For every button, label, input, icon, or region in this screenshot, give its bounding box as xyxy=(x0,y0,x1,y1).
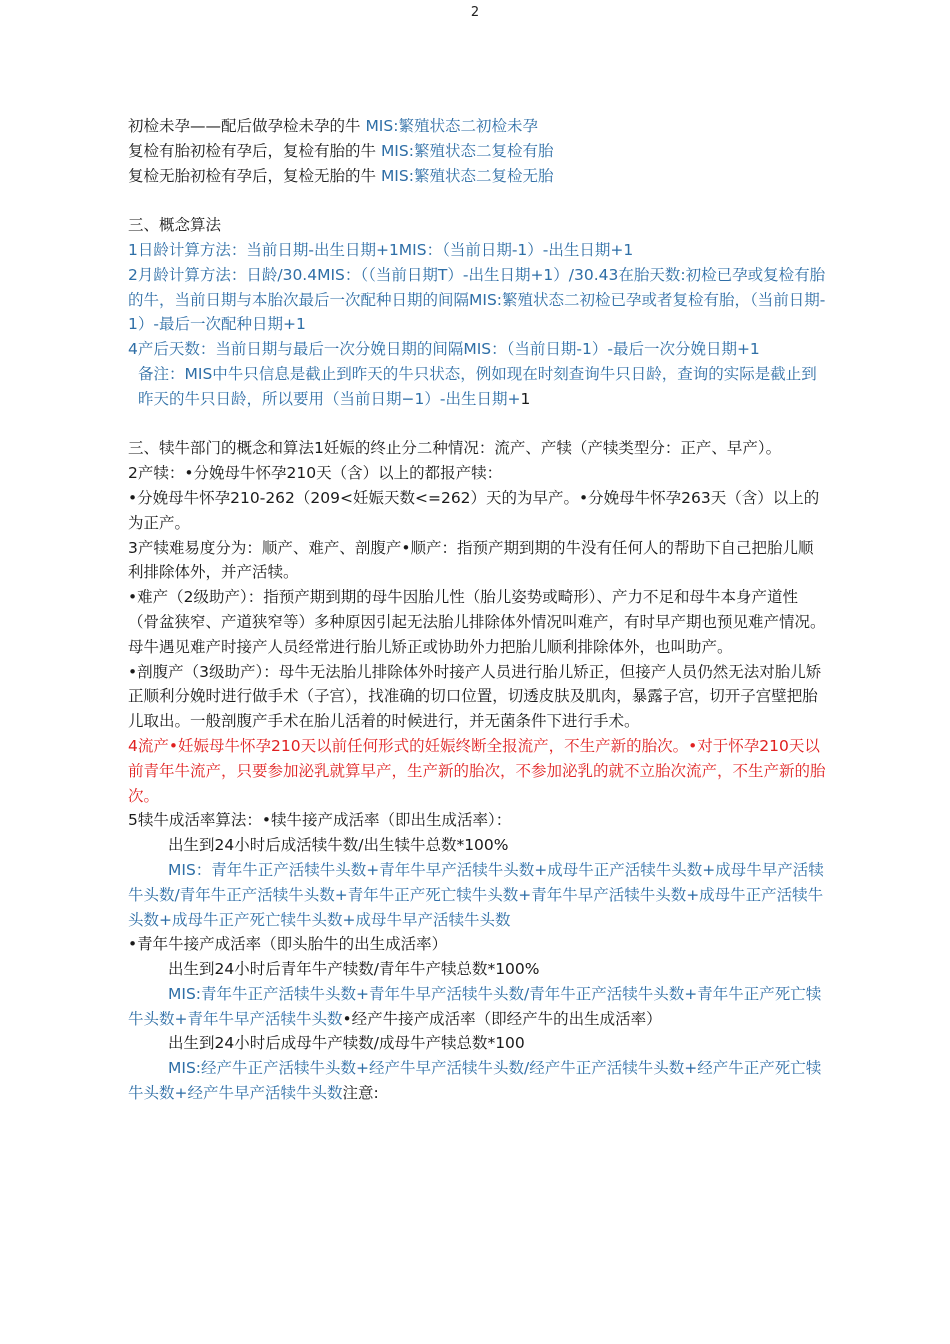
mis-overall-paragraph xyxy=(128,858,828,957)
definition-line xyxy=(128,164,828,189)
multiparous-rate-label: •经产牛接产成活率（即经产牛的出生成活率） xyxy=(342,1009,662,1028)
calving-paragraph: 2产犊：•分娩母牛怀孕210天（含）以上的都报产犊： xyxy=(128,464,503,483)
cesarean-paragraph: •剖腹产（3级助产）：母牛无法胎儿排除体外时接产人员进行胎儿矫正，但接产人员仍然无法对胎儿矫正顺利分娩时进行做手术（子宫），找准确的切口位置，切透皮肤及肌肉，暴露子宫，切开子宫壁把胎儿取出。一般剖腹产手术在胎儿活着的时候进行，并无菌条件下进行手术。 xyxy=(128,662,822,731)
abortion-paragraph: 4流产•妊娠母牛怀孕210天以前任何形式的妊娠终断全报流产，不生产新的胎次。•对于怀孕210天以前青年牛流产，只要参加泌乳就算早产，生产新的胎次，不参加泌乳的就不立胎次流产，不生产新的胎次。 xyxy=(128,736,826,805)
formula-multiparous: 出生到24小时后成母牛产犊数/成母牛产犊总数*100 xyxy=(168,1034,525,1053)
definition-text: 复检无胎初检有孕后，复检无胎的牛 xyxy=(128,166,381,185)
mis-overall-text: MIS：青年牛正产活犊牛头数+青年牛早产活犊牛头数+成母牛正产活犊牛头数+成母牛早产活犊牛头数/青年牛正产活犊牛头数+青年牛正产死亡犊牛头数+青年牛早产活犊牛头数+成母牛正产活犊牛头数+成母牛正产死亡犊牛头数+成母牛早产活犊牛头数 xyxy=(128,860,824,929)
definition-text: 初检未孕——配后做孕检未孕的牛 xyxy=(128,117,366,135)
month-age-paragraph: 2月龄计算方法：日龄/30.4MIS：（（当前日期T）-出生日期+1）/30.43在胎天数:初检已孕或复检有胎的牛，当前日期与本胎次最后一次配种日期的间隔MIS:繁殖状态二初检已孕或者复检有胎，（当前日期-1）-最后一次配种日期+1 xyxy=(128,265,826,334)
section-heading-concepts: 三、概念算法 xyxy=(128,216,222,235)
calving-difficulty-paragraph: 3产犊难易度分为：顺产、难产、剖腹产•顺产：指预产期到期的牛没有任何人的帮助下自己把胎儿顺利排除体外，并产活犊。 xyxy=(128,538,814,582)
dystocia-paragraph: •难产（2级助产）：指预产期到期的母牛因胎儿性（胎儿姿势或畸形）、产力不足和母牛本身产道性（骨盆狭窄、产道狭窄等）多种原因引起无法胎儿排除体外情况叫难产，有时早产期也预见难产情况。母牛遇见难产时接产人员经常进行胎儿矫正或协助外力把胎儿顺利排除体外，也叫助产。 xyxy=(128,588,826,656)
mis-heifer-paragraph xyxy=(128,982,828,1032)
note-tail: 1 xyxy=(520,389,531,408)
note-paragraph xyxy=(128,362,828,412)
mis-multiparous-text: MIS:经产牛正产活犊牛头数+经产牛早产活犊牛头数/经产牛正产活犊牛头数+经产牛正产死亡犊牛头数+经产牛早产活犊牛头数 xyxy=(128,1059,822,1103)
postpartum-days-paragraph: 4产后天数：当前日期与最后一次分娩日期的间隔MIS：（当前日期-1）-最后一次分娩日期+1 xyxy=(128,340,760,359)
mis-multiparous-paragraph xyxy=(128,1056,828,1106)
mis-text: MIS:繁殖状态二初检未孕 xyxy=(365,117,538,135)
mis-heifer-text: MIS:青年牛正产活犊牛头数+青年牛早产活犊牛头数/青年牛正产活犊牛头数+青年牛正产死亡犊牛头数+青年牛早产活犊牛头数 xyxy=(128,984,822,1028)
spacer xyxy=(128,412,828,437)
mis-text: MIS:繁殖状态二复检有胎 xyxy=(380,141,554,160)
document-body xyxy=(128,114,828,1106)
definition-line xyxy=(128,139,828,164)
definition-text: 复检有胎初检有孕后，复检有胎的牛 xyxy=(128,141,381,160)
day-age-paragraph: 1日龄计算方法：当前日期-出生日期+1MIS：（当前日期-1）-出生日期+1 xyxy=(128,240,634,259)
definition-line xyxy=(128,114,828,139)
formula-heifer: 出生到24小时后青年牛产犊数/青年牛产犊总数*100% xyxy=(168,960,540,979)
spacer xyxy=(128,188,828,213)
page-number: 2 xyxy=(470,5,480,20)
calving-type-paragraph: •分娩母牛怀孕210-262（209<妊娠天数<=262）天的为早产。•分娩母牛怀孕263天（含）以上的为正产。 xyxy=(128,488,820,532)
note-text: 备注：MIS中牛只信息是截止到昨天的牛只状态，例如现在时刻查询牛只日龄，查询的实际是截止到昨天的牛只日龄，所以要用（当前日期−1）-出生日期+ xyxy=(138,364,817,408)
formula-overall: 出生到24小时后成活犊牛数/出生犊牛总数*100% xyxy=(168,836,509,855)
survival-rate-heading: 5犊牛成活率算法：•犊牛接产成活率（即出生成活率）： xyxy=(128,811,512,830)
calf-section-intro: 三、犊牛部门的概念和算法1妊娠的终止分二种情况：流产、产犊（产犊类型分：正产、早产）。 xyxy=(128,439,782,458)
mis-text: MIS:繁殖状态二复检无胎 xyxy=(380,166,554,185)
heifer-rate-label: •青年牛接产成活率（即头胎牛的出生成活率） xyxy=(128,935,448,954)
attention-label: 注意: xyxy=(342,1084,379,1103)
